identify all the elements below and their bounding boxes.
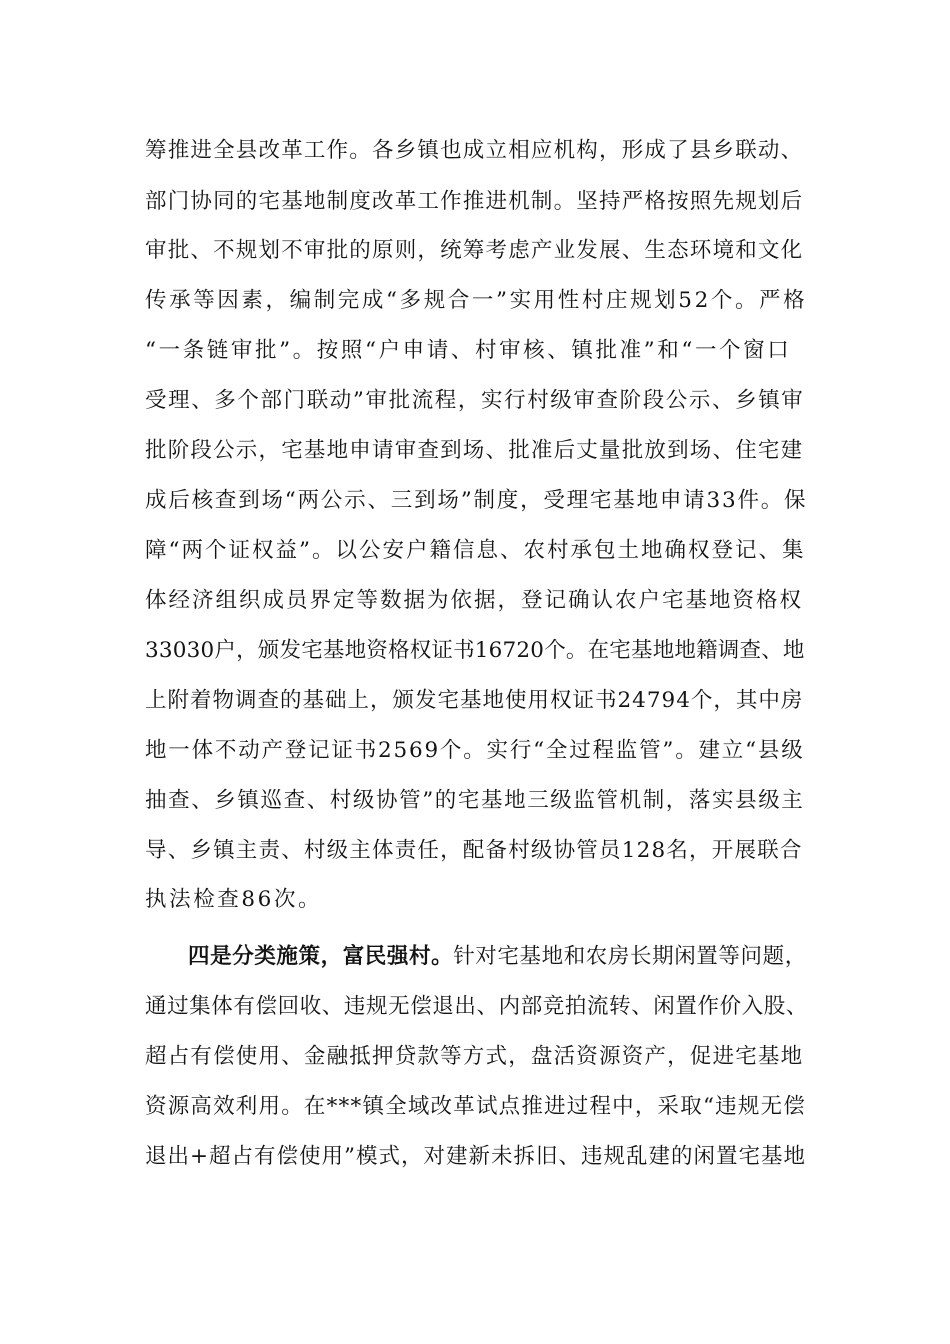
- paragraph-line: 退出+超占有偿使用”模式，对建新未拆旧、违规乱建的闲置宅基地: [145, 1144, 807, 1169]
- paragraph-line: 成后核查到场“两公示、三到场”制度，受理宅基地申请33件。保: [145, 488, 808, 513]
- paragraph-line: 资源高效利用。在***镇全域改革试点推进过程中，采取“违规无偿: [145, 1094, 806, 1119]
- paragraph-line: 上附着物调查的基础上，颁发宅基地使用权证书24794个，其中房: [145, 688, 804, 713]
- paragraph-line: “一条链审批”。按照“户申请、村审核、镇批准”和“一个窗口: [145, 338, 792, 363]
- paragraph-line: 批阶段公示，宅基地申请审查到场、批准后丈量批放到场、住宅建: [145, 438, 804, 463]
- section-four-first-line-text: 针对宅基地和农房长期闲置等问题，: [453, 944, 807, 969]
- paragraph-line: 抽查、乡镇巡查、村级协管”的宅基地三级监管机制，落实县级主: [145, 788, 805, 813]
- paragraph-line: 体经济组织成员界定等数据为依据，登记确认农户宅基地资格权: [145, 588, 804, 613]
- paragraph-line: 导、乡镇主责、村级主体责任，配备村级协管员128名，开展联合: [145, 838, 803, 863]
- paragraph-line: 传承等因素，编制完成“多规合一”实用性村庄规划52个。严格: [145, 288, 808, 313]
- paragraph-line: 超占有偿使用、金融抵押贷款等方式，盘活资源资产，促进宅基地: [145, 1044, 804, 1069]
- paragraph-line: 审批、不规划不审批的原则，统筹考虑产业发展、生态环境和文化: [145, 238, 804, 263]
- paragraph-line: 部门协同的宅基地制度改革工作推进机制。坚持严格按照先规划后: [145, 189, 804, 214]
- paragraph-line: 障“两个证权益”。以公安户籍信息、农村承包土地确权登记、集: [145, 538, 806, 563]
- section-four-heading: 四是分类施策，富民强村。: [188, 944, 454, 969]
- paragraph-line: 受理、多个部门联动”审批流程，实行村级审查阶段公示、乡镇审: [145, 388, 805, 413]
- paragraph-line: 筹推进全县改革工作。各乡镇也成立相应机构，形成了县乡联动、: [145, 138, 804, 163]
- section-four-first-line: [188, 937, 807, 977]
- paragraph-line: 地一体不动产登记证书2569个。实行“全过程监管”。建立“县级: [145, 738, 805, 763]
- paragraph-line: 通过集体有偿回收、违规无偿退出、内部竞拍流转、闲置作价入股、: [145, 994, 809, 1019]
- paragraph-line: 执法检查86次。: [145, 887, 323, 912]
- paragraph-line: 33030户，颁发宅基地资格权证书16720个。在宅基地地籍调查、地: [145, 638, 805, 663]
